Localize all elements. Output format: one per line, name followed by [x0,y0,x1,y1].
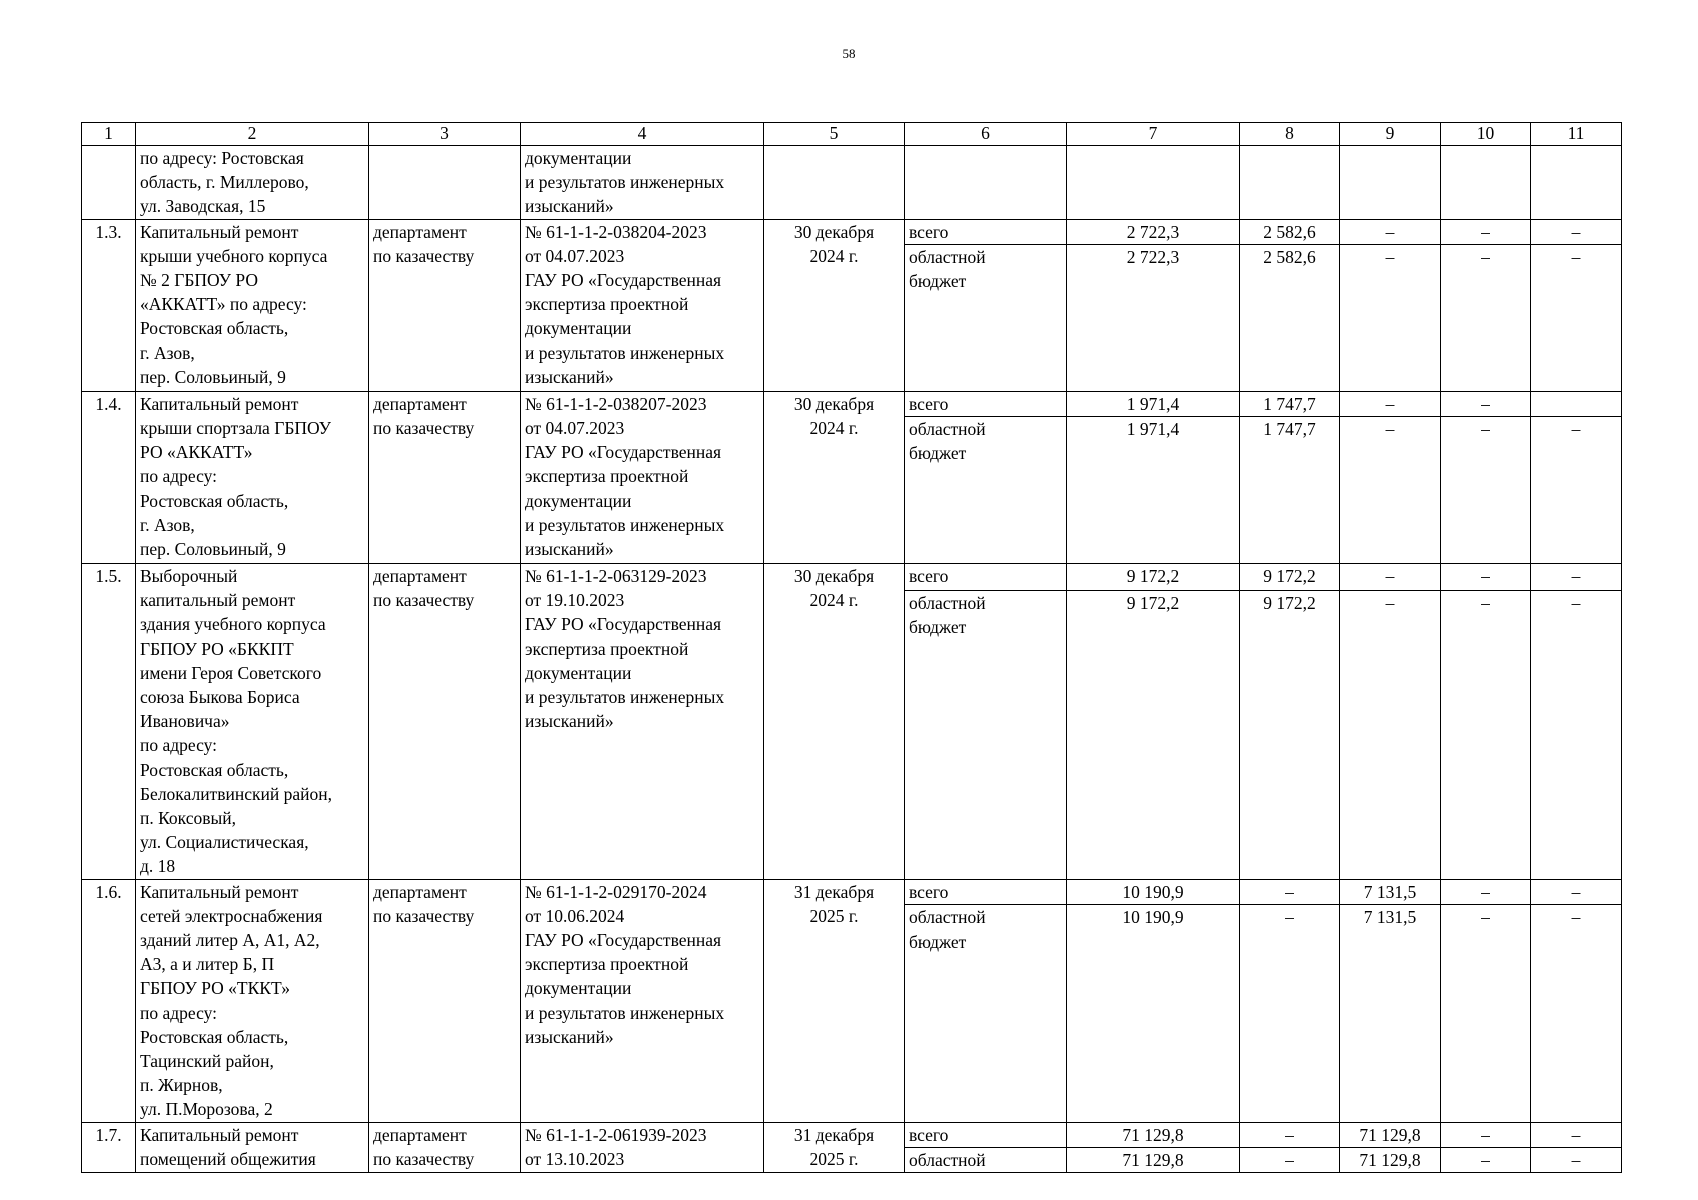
value-cell: – [1531,591,1622,880]
responsible-dept: департамент по казачеству [369,564,521,880]
table-row [82,1122,1622,1147]
column-number: 8 [1240,123,1340,146]
object-name: Капитальный ремонт крыши учебного корпуса № 2 ГБПОУ РО «АККАТТ» по адресу: Ростовская область, г. Азов, пер. Соловьиный, 9 [136,219,369,391]
value-cell: 71 129,8 [1340,1147,1441,1172]
value-cell: 1 971,4 [1067,417,1240,564]
column-number: 2 [136,123,369,146]
value-cell: – [1531,564,1622,591]
responsible-dept: департамент по казачеству [369,391,521,563]
value-cell: – [1531,879,1622,905]
column-number: 6 [905,123,1067,146]
value-cell: – [1340,591,1441,880]
value-cell: – [1531,219,1622,244]
value-cell: – [1340,391,1441,416]
expertise-doc: № 61-1-1-2-029170-2024 от 10.06.2024 ГАУ РО «Государственная экспертиза проектной документации и результатов инженерных изысканий» [521,879,764,1122]
item-number: 1.6. [82,879,136,1122]
column-number: 9 [1340,123,1441,146]
deadline: 31 декабря 2025 г. [764,879,905,1122]
value-cell: 7 131,5 [1340,879,1441,905]
column-number: 1 [82,123,136,146]
funding-source-total: всего [905,879,1067,905]
value-cell: – [1441,219,1531,244]
deadline: 31 декабря 2025 г. [764,1122,905,1172]
responsible-dept: департамент по казачеству [369,219,521,391]
value-cell: – [1441,244,1531,391]
value-cell: – [1531,1122,1622,1147]
value-cell: 10 190,9 [1067,879,1240,905]
table-row [82,564,1622,591]
value-cell: 7 131,5 [1340,905,1441,1122]
funding-source-total: всего [905,219,1067,244]
value-cell: 2 582,6 [1240,219,1340,244]
object-name: Капитальный ремонт сетей электроснабжения зданий литер А, А1, А2, А3, а и литер Б, П ГБПОУ РО «ТККТ» по адресу: Ростовская область, Тацинский район, п. Жирнов, ул. П.Морозова, 2 [136,879,369,1122]
column-number: 11 [1531,123,1622,146]
value-cell: – [1441,905,1531,1122]
value-cell: – [1240,1122,1340,1147]
value-cell: 10 190,9 [1067,905,1240,1122]
value-cell [1340,146,1441,220]
continuation-row [82,146,1622,220]
value-cell: – [1531,417,1622,564]
expertise-doc: № 61-1-1-2-038204-2023 от 04.07.2023 ГАУ РО «Государственная экспертиза проектной документации и результатов инженерных изысканий» [521,219,764,391]
value-cell: – [1340,244,1441,391]
value-cell [1240,146,1340,220]
page-number: 58 [842,46,856,61]
value-cell: – [1240,1147,1340,1172]
object-name: по адресу: Ростовская область, г. Миллерово, ул. Заводская, 15 [136,146,369,220]
value-cell: – [1441,391,1531,416]
funding-source-budget: областной бюджет [905,244,1067,391]
funding-source-budget: областной бюджет [905,417,1067,564]
object-name: Капитальный ремонт крыши спортзала ГБПОУ РО «АККАТТ» по адресу: Ростовская область, г. Азов, пер. Соловьиный, 9 [136,391,369,563]
responsible-dept [369,146,521,220]
value-cell [1531,146,1622,220]
value-cell: 2 722,3 [1067,219,1240,244]
value-cell: – [1340,219,1441,244]
responsible-dept: департамент по казачеству [369,1122,521,1172]
value-cell: – [1441,879,1531,905]
value-cell: – [1441,417,1531,564]
value-cell: 71 129,8 [1067,1122,1240,1147]
deadline: 30 декабря 2024 г. [764,391,905,563]
value-cell: – [1531,905,1622,1122]
funding-source-budget: областной бюджет [905,591,1067,880]
deadline: 30 декабря 2024 г. [764,219,905,391]
column-number: 7 [1067,123,1240,146]
expertise-doc: № 61-1-1-2-061939-2023 от 13.10.2023 [521,1122,764,1172]
deadline [764,146,905,220]
funding-source-total: всего [905,1122,1067,1147]
object-name: Выборочный капитальный ремонт здания учебного корпуса ГБПОУ РО «БККПТ имени Героя Советского союза Быкова Бориса Ивановича» по адресу: Ростовская область, Белокалитвинский район, п. Коксовый, ул. Социалистическая, д. 18 [136,564,369,880]
funding-source-total: всего [905,564,1067,591]
value-cell: – [1340,564,1441,591]
item-number: 1.4. [82,391,136,563]
deadline: 30 декабря 2024 г. [764,564,905,880]
column-number: 4 [521,123,764,146]
value-cell: – [1441,591,1531,880]
object-name: Капитальный ремонт помещений общежития [136,1122,369,1172]
value-cell: 2 722,3 [1067,244,1240,391]
value-cell: 1 971,4 [1067,391,1240,416]
item-number [82,146,136,220]
table-row [82,219,1622,244]
item-number: 1.7. [82,1122,136,1172]
value-cell: – [1441,564,1531,591]
funding-source-budget: областной [905,1147,1067,1172]
funding-source-total: всего [905,391,1067,416]
column-numbers-row [82,123,1622,146]
value-cell: 71 129,8 [1067,1147,1240,1172]
item-number: 1.3. [82,219,136,391]
value-cell: 9 172,2 [1067,564,1240,591]
value-cell: 9 172,2 [1067,591,1240,880]
funding-source [905,146,1067,220]
value-cell: 9 172,2 [1240,591,1340,880]
value-cell [1441,146,1531,220]
program-table [81,122,1622,1173]
item-number: 1.5. [82,564,136,880]
value-cell: – [1531,1147,1622,1172]
value-cell: – [1531,244,1622,391]
value-cell [1067,146,1240,220]
value-cell: – [1441,1122,1531,1147]
value-cell: – [1340,417,1441,564]
value-cell: – [1240,879,1340,905]
column-number: 10 [1441,123,1531,146]
value-cell [1531,391,1622,416]
value-cell: – [1441,1147,1531,1172]
value-cell: 1 747,7 [1240,391,1340,416]
expertise-doc: № 61-1-1-2-063129-2023 от 19.10.2023 ГАУ РО «Государственная экспертиза проектной документации и результатов инженерных изысканий» [521,564,764,880]
table-row [82,391,1622,416]
expertise-doc: документации и результатов инженерных изысканий» [521,146,764,220]
table-row [82,879,1622,905]
column-number: 5 [764,123,905,146]
value-cell: – [1240,905,1340,1122]
value-cell: 1 747,7 [1240,417,1340,564]
value-cell: 2 582,6 [1240,244,1340,391]
value-cell: 9 172,2 [1240,564,1340,591]
expertise-doc: № 61-1-1-2-038207-2023 от 04.07.2023 ГАУ РО «Государственная экспертиза проектной документации и результатов инженерных изысканий» [521,391,764,563]
column-number: 3 [369,123,521,146]
responsible-dept: департамент по казачеству [369,879,521,1122]
value-cell: 71 129,8 [1340,1122,1441,1147]
funding-source-budget: областной бюджет [905,905,1067,1122]
